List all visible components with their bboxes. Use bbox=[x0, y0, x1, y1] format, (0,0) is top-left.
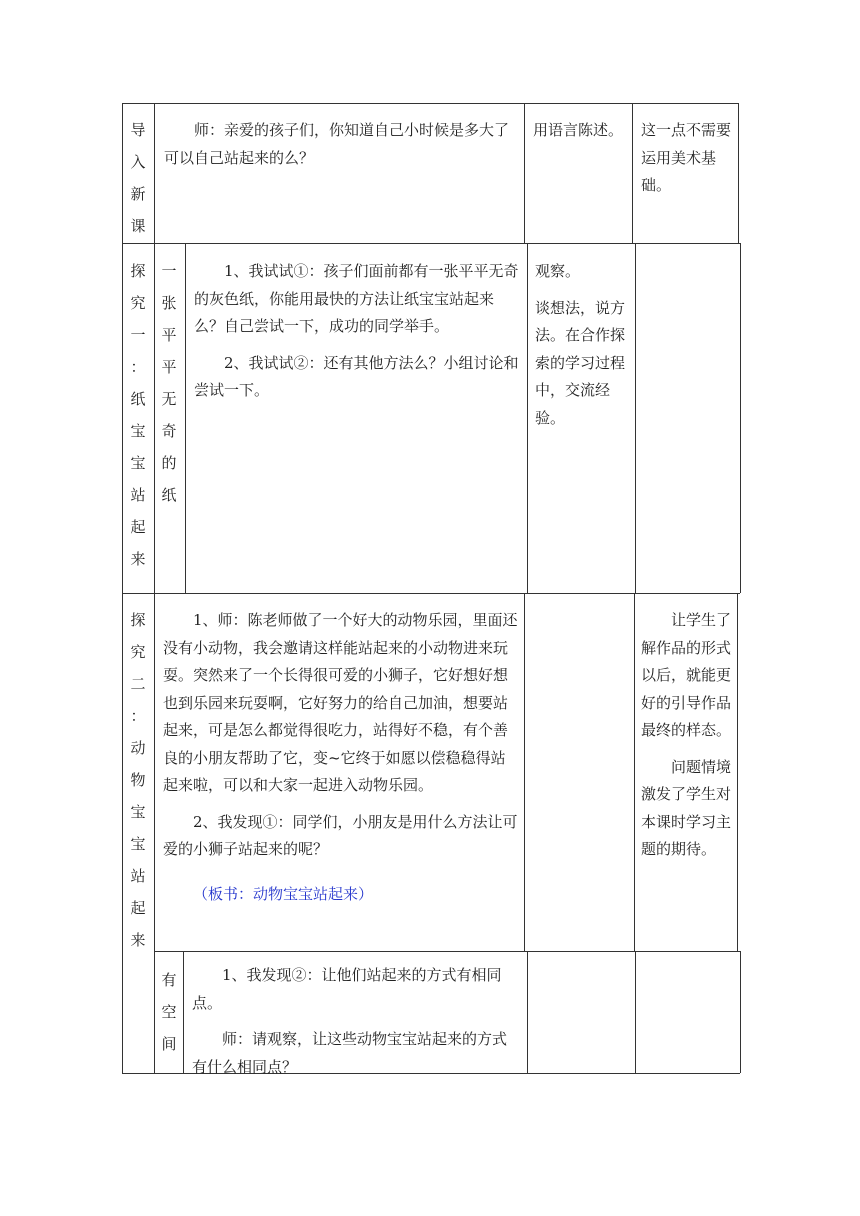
col-divider bbox=[154, 593, 155, 1073]
space-content-p1: 1、我发现②：让他们站起来的方式有相同点。 bbox=[192, 966, 502, 1012]
intro-student-text: 用语言陈述。 bbox=[533, 121, 624, 139]
space-content bbox=[192, 962, 520, 1081]
col-divider bbox=[154, 103, 155, 243]
table-left-border bbox=[122, 103, 123, 1074]
explore1-label bbox=[128, 255, 148, 575]
space-sublabel bbox=[159, 964, 179, 1060]
explore2-content-p1: 1、师：陈老师做了一个好大的动物乐园，里面还没有小动物，我会邀请这样能站起来的小动物进来玩耍。突然来了一个长得很可爱的小狮子，它好想好想也到乐园来玩耍啊，它好努力的给自己加油，想要站起来，可是怎么都觉得很吃力，站得好不稳，有个善良的小朋友帮助了它，变~它终于如愿以偿稳稳得站起来啦，可以和大家一起进入动物乐园。 bbox=[163, 611, 518, 794]
row-divider-3 bbox=[154, 951, 740, 952]
table-top-border bbox=[122, 103, 739, 104]
table-right-border bbox=[737, 593, 738, 951]
col-divider bbox=[634, 593, 635, 951]
explore1-content-p2: 2、我试试②：还有其他方法么？小组讨论和尝试一下。 bbox=[194, 353, 519, 399]
col-divider bbox=[524, 593, 525, 951]
table-right-border bbox=[740, 951, 741, 1073]
table-right-border bbox=[740, 243, 741, 593]
col-divider bbox=[632, 103, 633, 243]
col-divider bbox=[527, 243, 528, 593]
explore1-sublabel-text: 一 张 平 平 无 奇 的 纸 bbox=[161, 262, 177, 504]
space-content-p2: 师：请观察，让这些动物宝宝站起来的方式有什么相同点？ bbox=[192, 1030, 508, 1076]
intro-content-text: 师：亲爱的孩子们，你知道自己小时候是多大了可以自己站起来的么？ bbox=[164, 121, 510, 167]
explore2-note-p1: 让学生了解作品的形式以后，就能更好的引导作品最终的样态。 bbox=[641, 611, 732, 739]
explore2-content-p2: 2、我发现①：同学们，小朋友是用什么方法让可爱的小狮子站起来的呢？ bbox=[163, 812, 518, 858]
intro-student bbox=[533, 117, 625, 145]
explore2-note-p2: 问题情境激发了学生对本课时学习主题的期待。 bbox=[641, 757, 732, 858]
col-divider bbox=[527, 951, 528, 1073]
row-divider-1 bbox=[122, 243, 740, 244]
explore1-content-p1: 1、我试试①：孩子们面前都有一张平平无奇的灰色纸，你能用最快的方法让纸宝宝站起来么？自己尝试一下，成功的同学举手。 bbox=[194, 262, 519, 335]
explore1-sublabel bbox=[159, 255, 179, 511]
col-divider bbox=[524, 103, 525, 243]
table-right-border bbox=[738, 103, 739, 243]
explore1-student-p2: 谈想法，说方法。在合作探索的学习过程中，交流经验。 bbox=[535, 298, 626, 427]
col-divider bbox=[635, 243, 636, 593]
explore2-note bbox=[641, 607, 731, 864]
intro-label bbox=[128, 114, 148, 242]
explore2-label-text: 探 究 二 ： 动 物 宝 宝 站 起 来 bbox=[130, 611, 146, 949]
explore1-content bbox=[194, 258, 520, 405]
explore1-student-p1: 观察。 bbox=[535, 262, 581, 280]
intro-note bbox=[641, 117, 731, 200]
explore1-label-text: 探 究 一 ： 纸 宝 宝 站 起 来 bbox=[130, 262, 146, 568]
explore2-label bbox=[128, 604, 148, 956]
col-divider bbox=[185, 243, 186, 593]
explore2-content bbox=[163, 607, 519, 908]
intro-label-text: 导 入 新 课 bbox=[130, 121, 146, 235]
col-divider bbox=[154, 243, 155, 593]
intro-note-text: 这一点不需要运用美术基础。 bbox=[641, 121, 732, 194]
explore1-student bbox=[535, 258, 631, 432]
col-divider bbox=[635, 951, 636, 1073]
row-divider-2 bbox=[122, 593, 740, 594]
intro-content bbox=[164, 117, 516, 172]
col-divider bbox=[183, 951, 184, 1073]
space-sublabel-text: 有 空 间 bbox=[161, 971, 177, 1053]
board-note: （板书：动物宝宝站起来） bbox=[193, 884, 374, 903]
